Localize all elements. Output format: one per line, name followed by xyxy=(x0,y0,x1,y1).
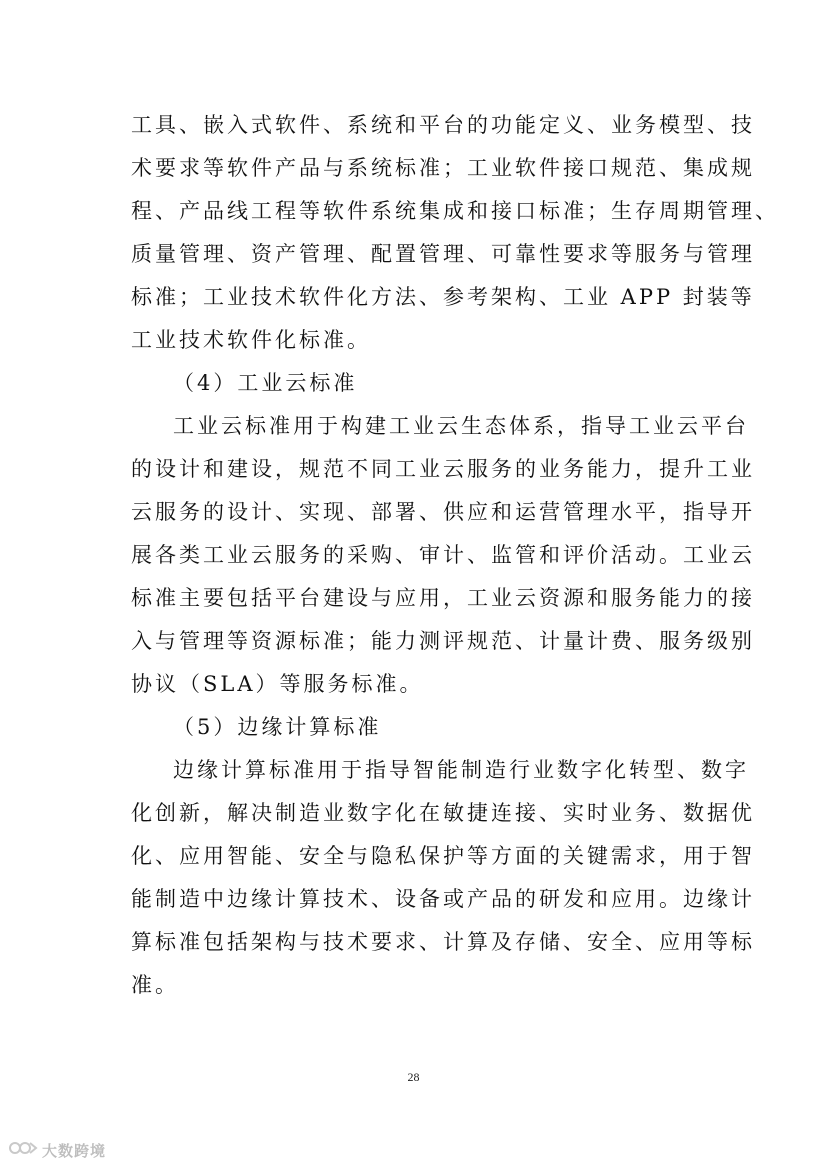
paragraph-edge-computing xyxy=(131,749,755,1007)
paragraph-line: 能制造中边缘计算技术、设备或产品的研发和应用。边缘计 xyxy=(131,887,755,911)
paragraph-line: 展各类工业云服务的采购、审计、监管和评价活动。工业云 xyxy=(131,543,755,567)
paragraph-line: 入与管理等资源标准；能力测评规范、计量计费、服务级别 xyxy=(131,629,755,653)
paragraph-software-standards xyxy=(131,104,779,362)
page-number: 28 xyxy=(407,1070,420,1084)
paragraph-line: 的设计和建设，规范不同工业云服务的业务能力，提升工业 xyxy=(131,457,755,481)
paragraph-line: 准。 xyxy=(131,973,179,997)
watermark xyxy=(8,1138,106,1162)
section-heading-edge-computing: （5）边缘计算标准 xyxy=(173,715,382,739)
paragraph-industrial-cloud xyxy=(131,405,755,706)
paragraph-line: 云服务的设计、实现、部署、供应和运营管理水平，指导开 xyxy=(131,500,755,524)
paragraph-line: 算标准包括架构与技术要求、计算及存储、安全、应用等标 xyxy=(131,930,755,954)
paragraph-line: 术要求等软件产品与系统标准；工业软件接口规范、集成规 xyxy=(131,156,755,180)
paragraph-line: 工业云标准用于构建工业云生态体系，指导工业云平台 xyxy=(173,414,749,438)
paragraph-line: 标准主要包括平台建设与应用，工业云资源和服务能力的接 xyxy=(131,586,755,610)
paragraph-line: 工业技术软件化标准。 xyxy=(131,328,371,352)
paragraph-line: 标准；工业技术软件化方法、参考架构、工业 APP 封装等 xyxy=(131,285,755,309)
paragraph-line: 边缘计算标准用于指导智能制造行业数字化转型、数字 xyxy=(173,758,749,782)
watermark-text: 大数跨境 xyxy=(42,1141,107,1160)
paragraph-line: 工具、嵌入式软件、系统和平台的功能定义、业务模型、技 xyxy=(131,113,755,137)
logo-icon xyxy=(8,1139,38,1161)
paragraph-line: 程、产品线工程等软件系统集成和接口标准；生存周期管理、 xyxy=(131,199,779,223)
section-heading-industrial-cloud: （4）工业云标准 xyxy=(173,371,358,395)
paragraph-line: 化、应用智能、安全与隐私保护等方面的关键需求，用于智 xyxy=(131,844,755,868)
document-body xyxy=(131,104,779,1007)
paragraph-line: 协议（SLA）等服务标准。 xyxy=(131,672,424,696)
paragraph-line: 质量管理、资产管理、配置管理、可靠性要求等服务与管理 xyxy=(131,242,755,266)
paragraph-line: 化创新，解决制造业数字化在敏捷连接、实时业务、数据优 xyxy=(131,801,755,825)
